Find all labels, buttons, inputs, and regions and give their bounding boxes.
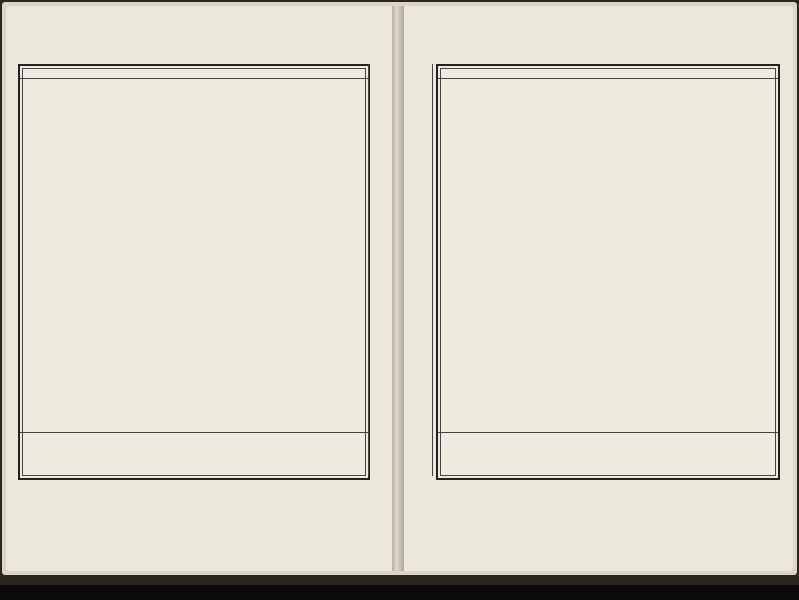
left-verse-number-row <box>20 66 368 79</box>
book-gutter <box>392 6 404 571</box>
viewer-footer <box>0 585 799 600</box>
left-footnotes <box>20 432 368 478</box>
right-footnotes <box>438 432 778 478</box>
left-title-column <box>368 64 391 476</box>
right-verse-number-row <box>438 66 778 79</box>
book-spread <box>2 2 797 575</box>
left-text-frame <box>18 64 370 480</box>
right-body-text <box>442 82 774 432</box>
left-body-text <box>24 82 364 432</box>
right-page <box>404 6 793 571</box>
right-title-column <box>410 64 433 476</box>
left-page <box>6 6 392 571</box>
right-text-frame <box>436 64 780 480</box>
